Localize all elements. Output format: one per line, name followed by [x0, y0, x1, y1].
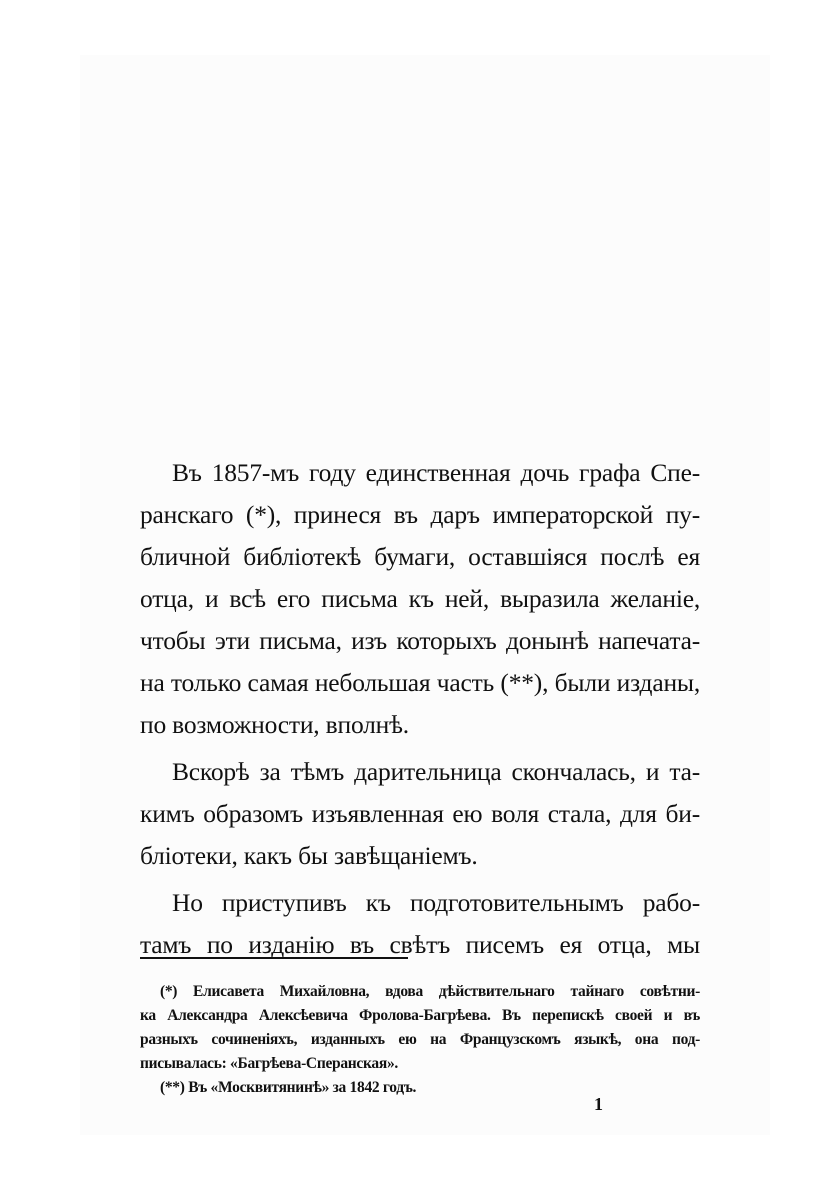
footnote-2 [140, 1076, 700, 1100]
footnote-line: (**) Въ «Москвитянинѣ» за 1842 годъ. [160, 1079, 417, 1096]
text-line: по возможности, вполнѣ. [140, 710, 409, 739]
text-line: отца, и всѣ его письма къ ней, выразила желаніе, [140, 584, 700, 613]
text-line: тамъ по изданію въ свѣтъ писемъ ея отца, мы [140, 930, 700, 959]
page-number: 1 [594, 1094, 603, 1114]
paragraph-1 [140, 452, 700, 746]
footnotes [140, 980, 700, 1100]
text-line: Въ 1857-мъ году единственная дочь графа Спе- [172, 458, 700, 487]
text-line: Вскорѣ за тѣмъ дарительница скончалась, и та- [172, 757, 700, 786]
text-line: бличной библіотекѣ бумаги, оставшіяся послѣ ея [140, 542, 700, 571]
footnote-line: разныхъ сочиненіяхъ, изданныхъ ею на Французскомъ языкѣ, она под- [140, 1031, 700, 1048]
footnote-line: писывалась: «Багрѣева-Сперанская». [140, 1055, 398, 1072]
footnote-line: ка Александра Алексѣевича Фролова-Багрѣева. Въ перепискѣ своей и въ [140, 1007, 700, 1024]
text-line: чтобы эти письма, изъ которыхъ донынѣ напечата- [140, 626, 700, 655]
paragraph-2 [140, 751, 700, 877]
text-line: Но приступивъ къ подготовительнымъ рабо- [172, 888, 700, 917]
text-line: на только самая небольшая часть (**), были изданы, [140, 668, 700, 697]
text-line: бліотеки, какъ бы завѣщаніемъ. [140, 841, 478, 870]
footnote-line: (*) Елисавета Михайловна, вдова дѣйствительнаго тайнаго совѣтни- [160, 983, 700, 1000]
main-text [140, 452, 700, 966]
text-line: ранскаго (*), принеся въ даръ императорской пу- [140, 500, 700, 529]
footnote-1 [140, 980, 700, 1076]
text-line: кимъ образомъ изъявленная ею воля стала, для би- [140, 799, 700, 828]
footnote-divider [140, 957, 408, 959]
paragraph-3 [140, 882, 700, 966]
